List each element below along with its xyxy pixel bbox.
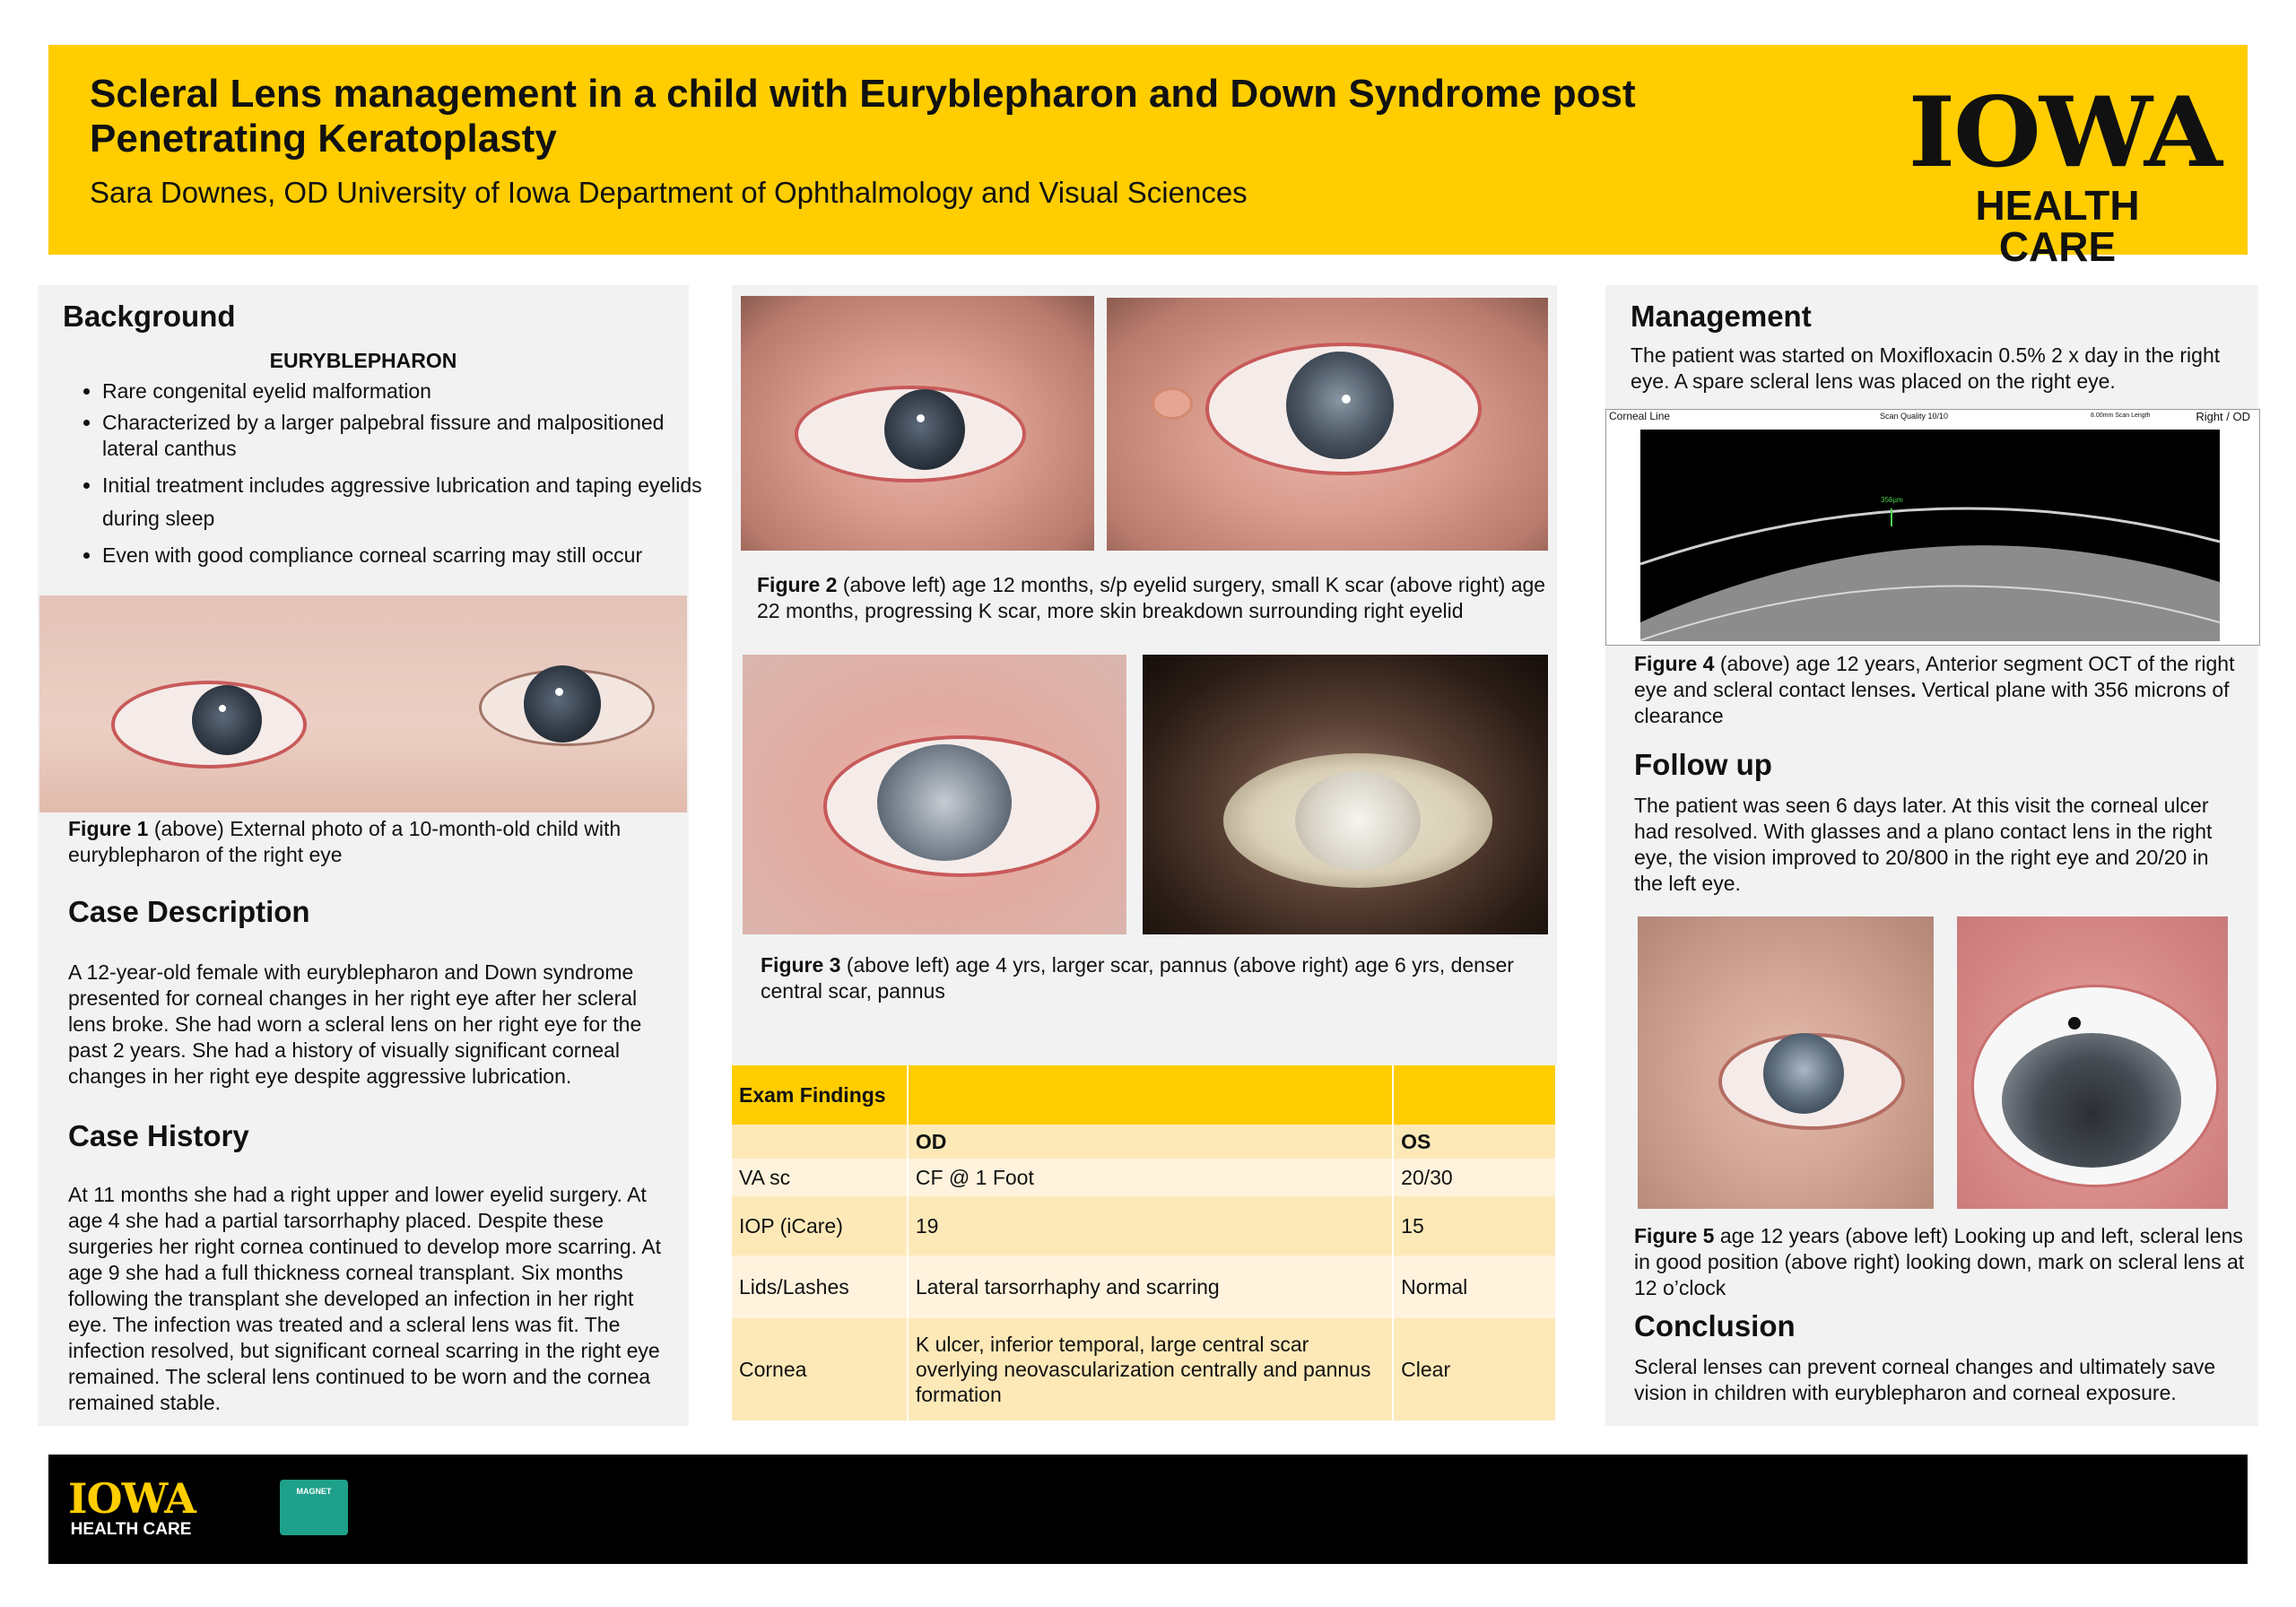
table-header-row	[732, 1125, 1556, 1159]
logo-wordmark: IOWA	[1908, 76, 2221, 189]
footer-bar	[48, 1455, 2248, 1564]
figure2-label: Figure 2	[757, 573, 838, 596]
column-header-od: OD	[908, 1125, 1393, 1159]
background-bullet: • Even with good compliance corneal scarring may still occur	[102, 543, 712, 569]
figure2-right-photo	[1107, 298, 1548, 551]
oct-left-label: Corneal Line	[1609, 410, 1671, 422]
case-description-heading: Case Description	[68, 895, 310, 928]
right-column-panel	[1605, 285, 2258, 1426]
figure4-label: Figure 4	[1634, 652, 1715, 675]
euryblepharon-subheading: EURYBLEPHARON	[269, 349, 457, 372]
conclusion-text: Scleral lenses can prevent corneal changes and ultimately save vision in children with euryblepharon and corneal exposure.	[1634, 1355, 2216, 1404]
oct-scan-quality: Scan Quality 10/10	[1880, 412, 1949, 421]
poster-title: Scleral Lens management in a child with Euryblepharon and Down Syndrome post Penetrating Keratoplasty	[90, 72, 1636, 161]
background-bullet: • Rare congenital eyelid malformation	[102, 378, 712, 404]
column-header-os: OS	[1393, 1125, 1556, 1159]
iowa-health-care-logo	[1908, 76, 2221, 270]
background-bullet: • Initial treatment includes aggressive lubrication and taping eyelids during sleep	[102, 469, 712, 535]
background-heading: Background	[63, 300, 236, 333]
figure1-label: Figure 1	[68, 817, 149, 840]
conclusion-heading: Conclusion	[1634, 1309, 1796, 1342]
figure3-left-photo	[743, 655, 1126, 934]
figure2-left-photo	[741, 296, 1094, 551]
logo-subtext: HEALTH CARE	[1975, 182, 2140, 270]
figure5-caption: Figure 5 age 12 years (above left) Looking up and left, scleral lens in good position (above right) looking down, mark on scleral lens at 12 o’clock	[1634, 1224, 2245, 1299]
follow-up-text: The patient was seen 6 days later. At this visit the corneal ulcer had resolved. With glasses and a plano contact lens in the right eye, the vision improved to 20/800 in the right eye and 20/20 in the left eye.	[1634, 794, 2213, 895]
figure2-caption: Figure 2 (above left) age 12 months, s/p eyelid surgery, small K scar (above right) age 22 months, progressing K scar, more skin breakdown surrounding right eyelid	[757, 573, 1546, 622]
case-history-text: At 11 months she had a right upper and lower eyelid surgery. At age 4 she had a partial tarsorrhaphy placed. Despite these surgeries her right cornea continued to develop more scarring. At age 9 she had a full thickness corneal transplant. Six months following the transplant she developed an infection in her right eye. The infection was treated and a scleral lens was fit. The infection resolved, but significant corneal scarring in the right eye remained. The scleral lens continued to be worn and the cornea remained stable.	[68, 1183, 661, 1414]
center-column-panel	[732, 285, 1557, 1065]
oct-scan-length: 8.00mm Scan Length	[2091, 413, 2151, 419]
exam-findings-table	[732, 1065, 1557, 1420]
figure5-left-photo	[1638, 916, 1934, 1209]
left-column-panel	[38, 285, 702, 1426]
footer-logo-wordmark: IOWA	[68, 1474, 196, 1523]
poster-author: Sara Downes, OD University of Iowa Department of Ophthalmology and Visual Sciences	[90, 176, 1248, 209]
management-text: The patient was started on Moxifloxacin 0.5% 2 x day in the right eye. A spare scleral lens was placed on the right eye.	[1631, 343, 2221, 393]
background-bullet: • Characterized by a larger palpebral fissure and malpositioned lateral canthus	[102, 410, 712, 462]
footer-iowa-logo	[68, 1474, 196, 1539]
management-heading: Management	[1631, 300, 1812, 333]
table-title-row	[732, 1065, 1556, 1125]
magnet-recognition-badge: MAGNET	[280, 1480, 348, 1535]
figure4-oct-image	[1605, 409, 2260, 646]
oct-scan-graphic	[1640, 430, 2220, 641]
oct-clearance-marker: 356µm	[1881, 496, 1903, 504]
figure1-photo	[39, 595, 687, 812]
figure4-caption: Figure 4 (above) age 12 years, Anterior segment OCT of the right eye and scleral contact lenses. Vertical plane with 356 microns of clearance	[1634, 652, 2235, 727]
exam-findings-title: Exam Findings	[732, 1065, 908, 1125]
figure3-right-photo	[1143, 655, 1548, 934]
figure1-caption: Figure 1 (above) External photo of a 10-month-old child with euryblepharon of the right eye	[68, 817, 622, 866]
case-description-text: A 12-year-old female with euryblepharon and Down syndrome presented for corneal changes in her right eye after her scleral lens broke. She had worn a scleral lens on her right eye for the past 2 years. She had a history of visually significant corneal changes in her right eye despite aggressive lubrication.	[68, 960, 642, 1088]
figure5-right-photo	[1957, 916, 2228, 1209]
figure5-label: Figure 5	[1634, 1224, 1715, 1247]
background-list	[65, 378, 712, 569]
table-row: VA sc CF @ 1 Foot 20/30	[732, 1159, 1556, 1196]
oct-scan	[1640, 430, 2220, 641]
follow-up-heading: Follow up	[1634, 748, 1772, 781]
header-banner	[48, 45, 2248, 270]
footer-logo-subtext: HEALTH CARE	[70, 1520, 192, 1539]
table-row: Cornea K ulcer, inferior temporal, large central scar overlying neovascularization centrally and pannus formation Clear	[732, 1318, 1556, 1420]
oct-eye-label: Right / OD	[2196, 410, 2250, 423]
case-history-heading: Case History	[68, 1119, 249, 1152]
figure3-label: Figure 3	[761, 953, 841, 977]
table-row: Lids/Lashes Lateral tarsorrhaphy and scarring Normal	[732, 1255, 1556, 1318]
table-row: IOP (iCare) 19 15	[732, 1196, 1556, 1255]
figure3-caption: Figure 3 (above left) age 4 yrs, larger scar, pannus (above right) age 6 yrs, denser central scar, pannus	[761, 953, 1514, 1003]
